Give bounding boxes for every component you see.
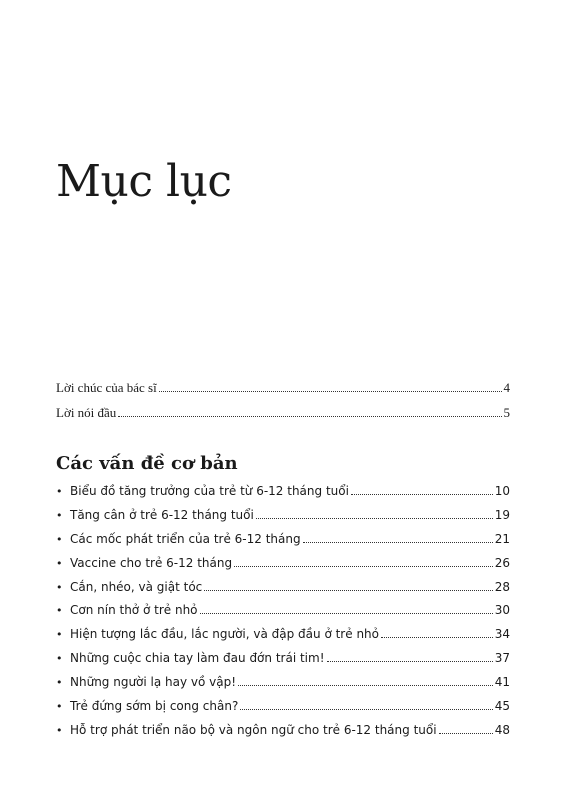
toc-entry-label: Vaccine cho trẻ 6-12 tháng — [70, 555, 233, 570]
toc-entry[interactable] — [56, 627, 510, 651]
bullet-icon: • — [56, 723, 63, 737]
toc-entry-label: Hỗ trợ phát triển não bộ và ngôn ngữ cho trẻ 6-12 tháng tuổi — [70, 722, 437, 737]
toc-entry[interactable] — [56, 484, 510, 508]
toc-entry-page: 21 — [494, 531, 510, 546]
toc-entry[interactable] — [56, 580, 510, 604]
toc-entry-label: Tăng cân ở trẻ 6-12 tháng tuổi — [70, 507, 254, 522]
toc-entry-label: Những người lạ hay vồ vập! — [70, 675, 237, 690]
dot-leader — [200, 613, 493, 614]
toc-entry-label: Biểu đồ tăng trưởng của trẻ từ 6-12 tháng tuổi — [70, 484, 349, 498]
toc-entry-page: 4 — [503, 380, 510, 395]
toc-entry-page: 5 — [503, 405, 510, 420]
dot-leader — [204, 590, 492, 591]
toc-entry-label: Cơn nín thở ở trẻ nhỏ — [70, 603, 198, 618]
dot-leader — [118, 416, 501, 417]
page-title: Mục lục — [56, 156, 232, 207]
toc-entry[interactable] — [56, 380, 510, 405]
section-toc-list — [56, 484, 510, 747]
toc-entry-page: 34 — [494, 627, 510, 642]
bullet-icon: • — [56, 676, 63, 690]
toc-entry[interactable] — [56, 405, 510, 430]
dot-leader — [240, 709, 492, 710]
toc-entry-label: Trẻ đứng sớm bị cong chân? — [70, 699, 239, 714]
toc-entry[interactable] — [56, 699, 510, 723]
section-heading: Các vấn đề cơ bản — [56, 453, 238, 474]
dot-leader — [238, 685, 493, 686]
toc-entry-label: Cắn, nhéo, và giật tóc — [70, 579, 203, 594]
bullet-icon: • — [56, 604, 63, 618]
bullet-icon: • — [56, 628, 63, 642]
dot-leader — [351, 494, 493, 495]
bullet-icon: • — [56, 508, 63, 522]
toc-entry[interactable] — [56, 723, 510, 747]
dot-leader — [439, 733, 493, 734]
toc-entry-label: Hiện tượng lắc đầu, lắc người, và đập đầu ở trẻ nhỏ — [70, 627, 379, 642]
bullet-icon: • — [56, 556, 63, 570]
toc-entry-label: Các mốc phát triển của trẻ 6-12 tháng — [70, 531, 301, 546]
toc-entry[interactable] — [56, 675, 510, 699]
bullet-icon: • — [56, 700, 63, 714]
dot-leader — [327, 661, 493, 662]
bullet-icon: • — [56, 652, 63, 666]
toc-entry-page: 41 — [494, 675, 510, 690]
toc-entry-label: Lời nói đầu — [56, 405, 117, 420]
toc-entry[interactable] — [56, 556, 510, 580]
bullet-icon: • — [56, 580, 63, 594]
dot-leader — [159, 391, 502, 392]
toc-entry[interactable] — [56, 603, 510, 627]
toc-entry-page: 10 — [494, 484, 510, 498]
toc-entry-page: 26 — [494, 555, 510, 570]
dot-leader — [234, 566, 493, 567]
toc-entry-page: 28 — [494, 579, 510, 594]
toc-entry[interactable] — [56, 532, 510, 556]
toc-entry-page: 48 — [494, 722, 510, 737]
toc-entry-page: 19 — [494, 507, 510, 522]
toc-entry-label: Những cuộc chia tay làm đau đớn trái tim! — [70, 651, 325, 666]
toc-entry-page: 45 — [494, 699, 510, 714]
toc-entry-page: 37 — [494, 651, 510, 666]
dot-leader — [381, 637, 493, 638]
front-matter-list — [56, 380, 510, 430]
toc-entry-page: 30 — [494, 603, 510, 618]
toc-entry-label: Lời chúc của bác sĩ — [56, 380, 157, 395]
dot-leader — [256, 518, 493, 519]
bullet-icon: • — [56, 532, 63, 546]
bullet-icon: • — [56, 485, 63, 498]
toc-entry[interactable] — [56, 508, 510, 532]
dot-leader — [303, 542, 493, 543]
toc-entry[interactable] — [56, 651, 510, 675]
